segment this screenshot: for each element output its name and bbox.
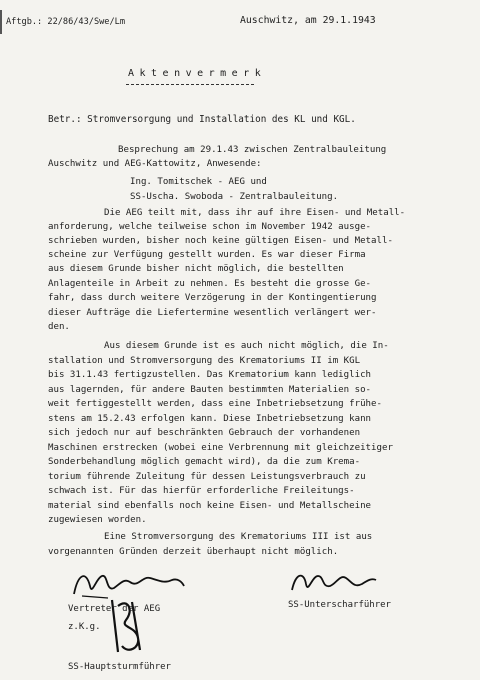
signature-label-aeg: Vertreter der AEG (68, 604, 161, 614)
body-line: Ing. Tomitschek - AEG und (130, 177, 267, 187)
body-line: sich jedoch nur auf beschränkten Gebrauch der vorhandenen (48, 428, 361, 438)
body-line: schrieben wurden, bisher noch keine gültigen Eisen- und Metall- (48, 236, 393, 246)
signature-label-unterscharfuehrer: SS-Unterscharführer (288, 600, 391, 610)
signature-label-hauptsturmfuehrer: SS-Hauptsturmführer (68, 662, 171, 672)
signature-label-zkg: z.K.g. (68, 622, 101, 632)
body-line: scheine zur Verfügung gestellt wurden. Es war dieser Firma (48, 250, 366, 260)
body-line: aus lagernden, für andere Bauten bestimmten Materialien so- (48, 385, 372, 395)
body-line: stallation und Stromversorgung des Krematoriums II im KGL (48, 356, 361, 366)
body-line: bis 31.1.43 fertigzustellen. Das Krematorium kann lediglich (48, 370, 372, 380)
body-line: Sonderbehandlung möglich gemacht wird), da die zum Krema- (48, 457, 361, 467)
body-line: stens am 15.2.43 erfolgen kann. Diese Inbetriebsetzung kann (48, 414, 372, 424)
body-line: Anlagenteile in Arbeit zu nehmen. Es besteht die grosse Ge- (48, 279, 372, 289)
body-line: weit fertiggestellt werden, dass eine Inbetriebsetzung frühe- (48, 399, 382, 409)
body-line: SS-Uscha. Swoboda - Zentralbauleitung. (130, 192, 339, 202)
body-line: den. (48, 322, 70, 332)
body-line: anforderung, welche teilweise schon im November 1942 ausge- (48, 222, 372, 232)
body-line: zugewiesen worden. (48, 515, 147, 525)
body-line: Besprechung am 29.1.43 zwischen Zentralbauleitung (118, 145, 387, 155)
body-line: Eine Stromversorgung des Krematoriums III ist aus (104, 532, 373, 542)
body-line: fahr, dass durch weitere Verzögerung in der Kontingentierung (48, 293, 377, 303)
subject-line: Betr.: Stromversorgung und Installation des KL und KGL. (48, 114, 356, 125)
document-title: Aktenvermerk (128, 68, 267, 79)
body-line: Maschinen erstrecken (wobei eine Verbrennung mit gleichzeitiger (48, 443, 393, 453)
body-line: dieser Aufträge die Liefertermine wesentlich verlängert wer- (48, 308, 377, 318)
body-line: Die AEG teilt mit, dass ihr auf ihre Eisen- und Metall- (104, 208, 406, 218)
body-line: schwach ist. Für das hierfür erforderliche Freileitungs- (48, 486, 355, 496)
title-underline (126, 84, 254, 85)
body-line: Aus diesem Grunde ist es auch nicht möglich, die In- (104, 341, 389, 351)
handwritten-signature-right (288, 566, 378, 600)
file-reference: Aftgb.: 22/86/43/Swe/Lm (6, 17, 125, 27)
body-line: Auschwitz und AEG-Kattowitz, Anwesende: (48, 159, 262, 169)
margin-mark (0, 10, 2, 34)
body-line: material sind ebenfalls noch keine Eisen- und Metallscheine (48, 501, 372, 511)
body-line: vorgenannten Gründen derzeit überhaupt nicht möglich. (48, 547, 339, 557)
place-date: Auschwitz, am 29.1.1943 (240, 15, 376, 26)
body-line: torium führende Zuleitung für dessen Leistungsverbrauch zu (48, 472, 366, 482)
body-line: aus diesem Grunde bisher nicht möglich, die bestellten (48, 264, 344, 274)
